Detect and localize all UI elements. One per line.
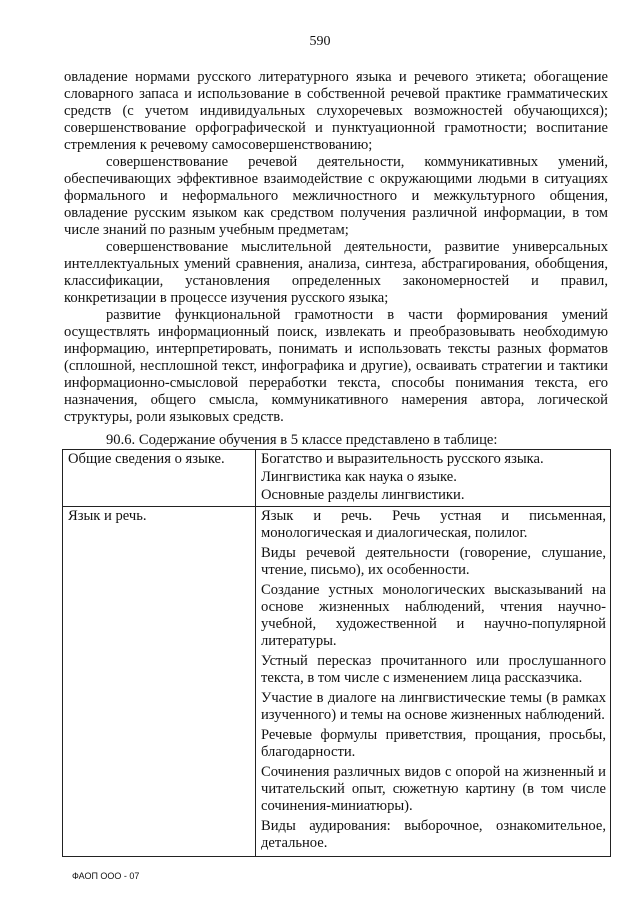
content-item: Речевые формулы приветствия, прощания, просьбы, благодарности. [261,727,606,760]
content-item: Создание устных монологических высказываний на основе жизненных наблюдений, чтения научно-учебной, художественной и научно-популярной литературы. [261,582,606,649]
content-item: Участие в диалоге на лингвистические темы (в рамках изученного) и темы на основе жизненных наблюдений. [261,690,606,723]
body-paragraph: развитие функциональной грамотности в части формирования умений осуществлять информационный поиск, извлекать и преобразовывать необходимую информацию, интерпретировать, понимать и использовать тексты разных форматов (сплошной, несплошной текст, инфографика и другие), осваивать стратегии и тактики информационно-смысловой переработки текста, способы понимания текста, его назначения, общего смысла, коммуникативного намерения автора, логической структуры, роли языковых средств. [64,307,608,425]
content-item: Виды речевой деятельности (говорение, слушание, чтение, письмо), их особенности. [261,545,606,578]
content-table [62,449,611,857]
topic-cell: Общие сведения о языке. [63,450,256,507]
content-cell [256,450,611,507]
content-item: Сочинения различных видов с опорой на жизненный и читательский опыт, сюжетную картину (в том числе сочинения-миниатюры). [261,764,606,814]
page-number: 590 [309,34,331,49]
body-paragraph: овладение нормами русского литературного языка и речевого этикета; обогащение словарного запаса и использование в собственной речевой практике грамматических средств (с учетом индивидуальных слухоречевых возможностей обучающихся); совершенствование орфографической и пунктуационной грамотности; воспитание стремления к речевому самосовершенствованию; [64,69,608,153]
content-item: Богатство и выразительность русского языка. [261,451,544,467]
content-cell [256,507,611,857]
footer-code: ФАОП ООО - 07 [72,871,140,881]
table-row [63,450,611,507]
content-item: Язык и речь. Речь устная и письменная, монологическая и диалогическая, полилог. [261,508,606,541]
body-paragraph: совершенствование речевой деятельности, коммуникативных умений, обеспечивающих эффективное взаимодействие с окружающими людьми в ситуациях формального и неформального межличностного и межкультурного общения, овладение русским языком как средством получения различной информации, в том числе знаний по разным учебным предметам; [64,154,608,238]
body-text [64,69,608,426]
content-item: Устный пересказ прочитанного или прослушанного текста, в том числе с изменением лица рассказчика. [261,653,606,686]
content-item: Основные разделы лингвистики. [261,487,465,503]
table-caption: 90.6. Содержание обучения в 5 классе представлено в таблице: [106,432,498,448]
topic-cell: Язык и речь. [63,507,256,857]
body-paragraph: совершенствование мыслительной деятельности, развитие универсальных интеллектуальных умений сравнения, анализа, синтеза, абстрагирования, обобщения, классификации, установления определенных закономерностей и правил, конкретизации в процессе изучения русского языка; [64,239,608,306]
content-item: Лингвистика как наука о языке. [261,469,457,485]
table-row [63,507,611,857]
content-item: Виды аудирования: выборочное, ознакомительное, детальное. [261,818,606,851]
